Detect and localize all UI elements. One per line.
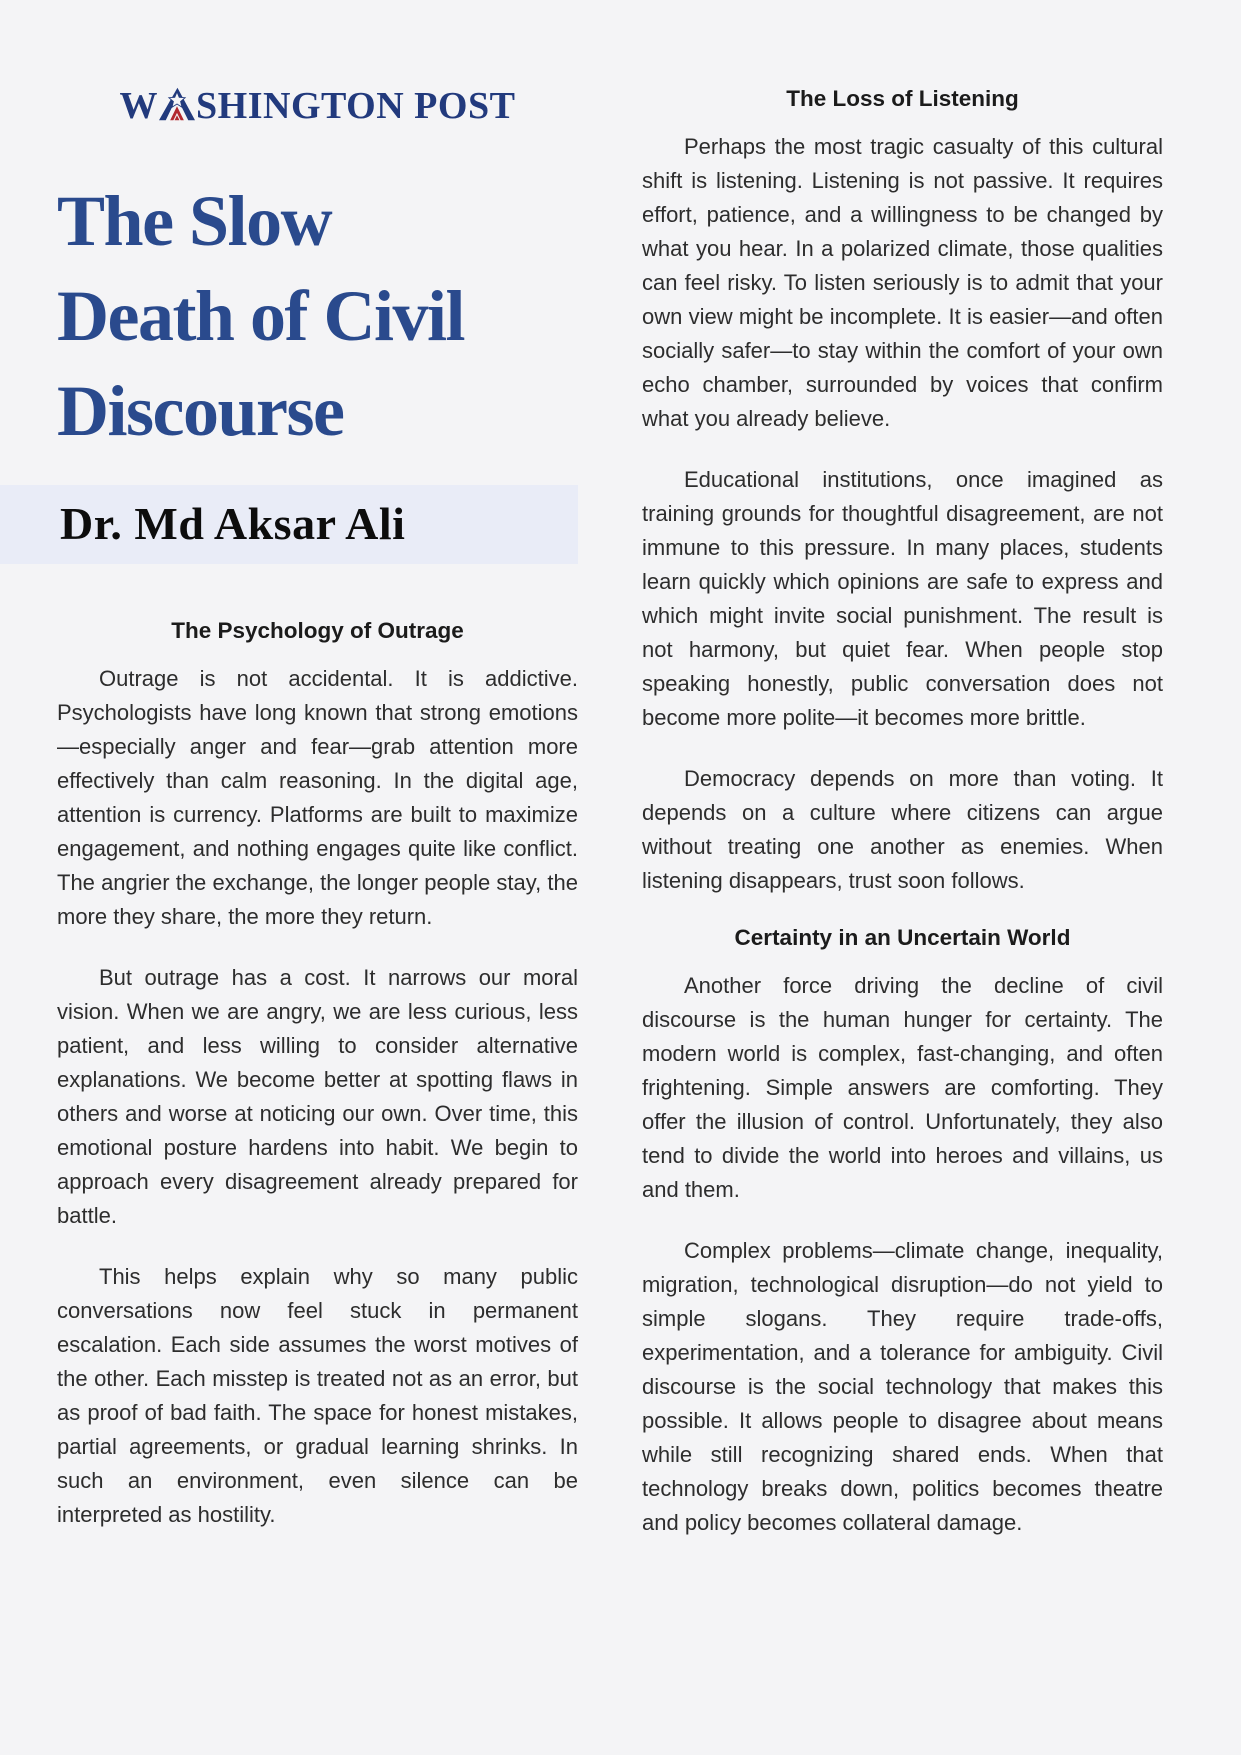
section-heading-psychology-of-outrage: The Psychology of Outrage [171,618,464,643]
masthead-logo [57,84,578,128]
paragraph: Educational institutions, once imagined as training grounds for thoughtful disagreement, are not immune to this pressure. In many places, students learn quickly which opinions are safe to express and which might invite social punishment. The result is not harmony, but quiet fear. When people stop speaking honestly, public conversation does not become more polite—it becomes more brittle. [642,467,1163,730]
title-line-2: Death of Civil [57,276,464,356]
right-column [642,0,1163,1540]
left-column [57,0,578,1540]
paragraph: This helps explain why so many public conversations now feel stuck in permanent escalation. Each side assumes the worst motives of the other. Each misstep is treated not as an error, but as proof of bad faith. The space for honest mistakes, partial agreements, or gradual learning shrinks. In such an environment, even silence can be interpreted as hostility. [57,1264,578,1527]
section-heading-certainty-uncertain-world: Certainty in an Uncertain World [734,925,1071,950]
section-heading-loss-of-listening: The Loss of Listening [786,86,1019,111]
paragraph: Complex problems—climate change, inequality, migration, technological disruption—do not yield to simple slogans. They require trade-offs, experimentation, and a tolerance for ambiguity. Civil discourse is the social technology that makes this possible. It allows people to disagree about means while still recognizing shared ends. When that technology breaks down, politics becomes theatre and policy becomes collateral damage. [642,1238,1163,1535]
paragraph: Democracy depends on more than voting. It depends on a culture where citizens can argue without treating one another as enemies. When listening disappears, trust soon follows. [642,766,1163,893]
paragraph: But outrage has a cost. It narrows our moral vision. When we are angry, we are less curious, less patient, and less willing to consider alternative explanations. We become better at spotting flaws in others and worse at noticing our own. Over time, this emotional posture hardens into habit. We begin to approach every disagreement already prepared for battle. [57,965,578,1228]
title-line-3: Discourse [57,371,344,451]
title-line-1: The Slow [57,181,332,261]
masthead-text-after: SHINGTON POST [196,85,516,127]
paragraph: Perhaps the most tragic casualty of this cultural shift is listening. Listening is not passive. It requires effort, patience, and a willingness to be changed by what you hear. In a polarized climate, those qualities can feel risky. To listen seriously is to admit that your own view might be incomplete. It is easier—and often socially safer—to stay within the comfort of your own echo chamber, surrounded by voices that confirm what you already believe. [642,134,1163,431]
masthead-text-before: W [119,85,159,127]
author-name: Dr. Md Aksar Ali [60,498,406,549]
paragraph: Outrage is not accidental. It is addictive. Psychologists have long known that strong emotions—especially anger and fear—grab attention more effectively than calm reasoning. In the digital age, attention is currency. Platforms are built to maximize engagement, and nothing engages quite like conflict. The angrier the exchange, the longer people stay, the more they share, the more they return. [57,666,578,929]
flag-star-a-icon [159,87,195,121]
author-highlight-bar [0,485,578,564]
article-title [57,174,578,459]
paragraph: Another force driving the decline of civil discourse is the human hunger for certainty. The modern world is complex, fast-changing, and often frightening. Simple answers are comforting. They offer the illusion of control. Unfortunately, they also tend to divide the world into heroes and villains, us and them. [642,973,1163,1202]
